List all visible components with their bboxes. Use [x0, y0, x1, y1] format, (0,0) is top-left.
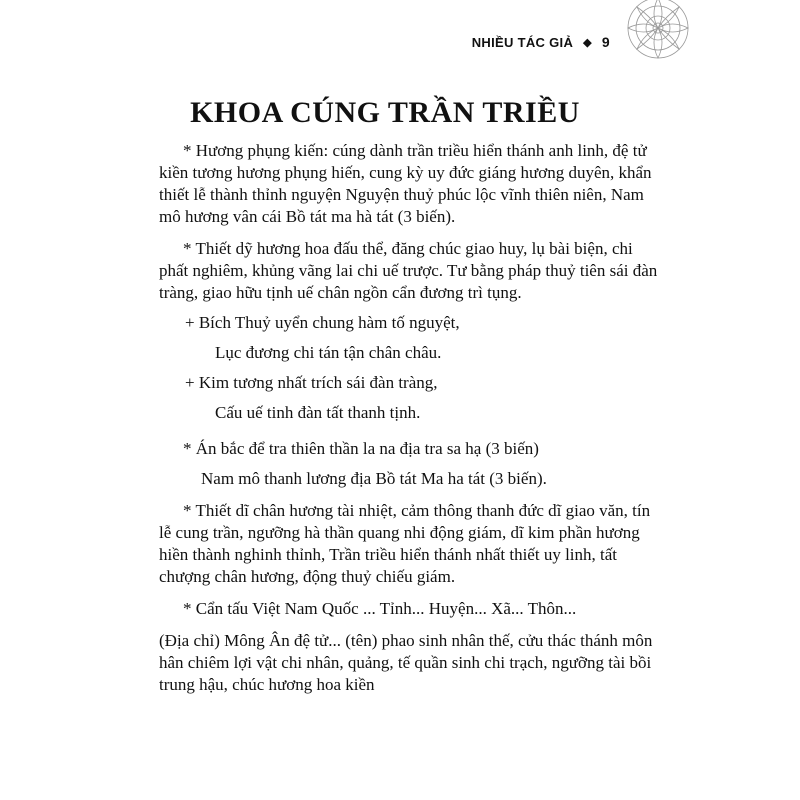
diamond-separator-icon: ◆	[583, 36, 592, 49]
paragraph: * Thiết dỹ hương hoa đấu thể, đăng chúc giao huy, lụ bài biện, chi phất nghiêm, khủng vãng lai chi uế trược. Tư bằng pháp thuỷ tiên sái đàn tràng, giao hữu tịnh uế chân ngồn cẩn đương trì tụng.	[159, 239, 658, 302]
paragraph: * Hương phụng kiến: cúng dành trần triều hiển thánh anh linh, đệ tử kiền tương hương phụng hiến, cung kỳ uy đức giáng hương duyên, khẩn thiết lễ thành thỉnh nguyện Nguyện thuỷ phúc lộc vĩnh thiên niên, Nam mô hương vân cái Bồ tát ma hà tát (3 biến).	[159, 141, 652, 226]
chapter-title	[0, 96, 800, 130]
running-header	[472, 34, 610, 50]
page-number: 9	[601, 34, 610, 50]
author-label: NHIỀU TÁC GIẢ	[471, 34, 574, 50]
mantra-line: Nam mô thanh lương địa Bồ tát Ma ha tát (3 biến).	[201, 469, 547, 488]
mantra-line: * Án bắc để tra thiên thần la na địa tra sa hạ (3 biến)	[183, 439, 539, 458]
lotus-ornament-icon	[608, 0, 708, 80]
paragraph: (Địa chỉ) Mông Ân đệ tử... (tên) phao sinh nhân thế, cửu thác thánh môn hân chiêm lợi vật chi nhân, quảng, tế quần sinh chi trạch, ngưỡng tài bồi trung hậu, chúc hương hoa kiền	[159, 631, 653, 694]
verse-line: + Bích Thuỷ uyển chung hàm tố nguyệt,	[185, 313, 460, 332]
body-text	[159, 140, 659, 706]
verse-line: + Kim tương nhất trích sái đàn tràng,	[185, 373, 438, 392]
verse-line: Cấu uế tinh đàn tất thanh tịnh.	[215, 403, 421, 422]
paragraph: * Thiết dĩ chân hương tài nhiệt, cảm thông thanh đức dĩ giao văn, tín lễ cung trần, ngưỡng hà thần quang nhi động giám, dĩ kim phần hương hiền thành nghinh thỉnh, Trần triều hiển thánh nhất thiết uy linh, tất chượng chân hương, động thuỷ chiếu giám.	[159, 501, 651, 586]
chapter-title-text: KHOA CÚNG TRẦN TRIỀU	[190, 96, 580, 129]
verse-line: Lục đương chi tán tận chân châu.	[215, 343, 442, 362]
paragraph: * Cẩn tấu Việt Nam Quốc ... Tỉnh... Huyện... Xã... Thôn...	[183, 599, 577, 618]
